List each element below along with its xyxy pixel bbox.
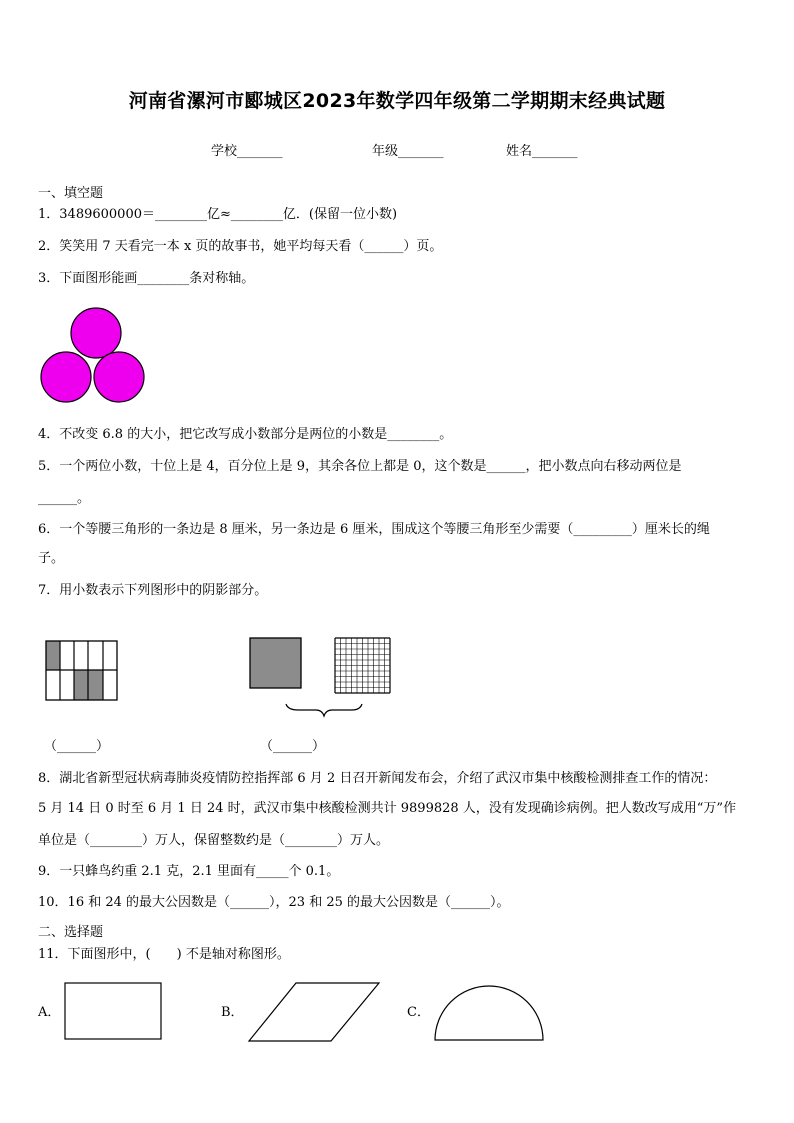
option-b-label: B．: [221, 1005, 244, 1020]
question-5-line1: 5．一个两位小数，十位上是 4，百分位上是 9，其余各位上都是 0，这个数是______，把小数点向右移动两位是: [38, 459, 682, 474]
question-11: 11．下面图形中，( ) 不是轴对称图形。: [38, 947, 290, 962]
question-6-line2: 子。: [38, 551, 65, 566]
parallelogram-shape: [248, 982, 382, 1044]
rectangle-shape: [64, 982, 164, 1042]
question-7: 7．用小数表示下列图形中的阴影部分。: [38, 583, 268, 598]
option-a-label: A．: [38, 1005, 61, 1020]
question-3: 3．下面图形能画________条对称轴。: [38, 271, 255, 286]
question-6-line1: 6．一个等腰三角形的一条边是 8 厘米，另一条边是 6 厘米，围成这个等腰三角形至少需要（_________）厘米长的绳: [38, 522, 710, 537]
question-7-blank-1: （______）: [44, 739, 110, 754]
grid-2x5-figure: [45, 639, 120, 703]
question-5-line2: ______。: [38, 491, 91, 506]
question-7-blank-2: （______）: [260, 739, 326, 754]
school-field: 学校_______: [211, 144, 283, 159]
page-title: 河南省漯河市郾城区2023年数学四年级第二学期期末经典试题: [128, 90, 666, 112]
hundred-grid: [335, 638, 390, 693]
square-and-hundred-grid-figure: [248, 636, 398, 726]
question-9: 9．一只蜂鸟约重 2.1 克，2.1 里面有_____个 0.1。: [38, 864, 340, 879]
section-heading-fill-in: 一、填空题: [38, 186, 104, 201]
right-circle: [94, 352, 144, 402]
name-field: 姓名_______: [506, 144, 578, 159]
question-2: 2．笑笑用 7 天看完一本 x 页的故事书，她平均每天看（______）页。: [38, 239, 443, 254]
question-8-line2: 5 月 14 日 0 时至 6 月 1 日 24 时，武汉市集中核酸检测共计 9899828 人，没有发现确诊病例。把人数改写成用“万”作: [38, 801, 737, 816]
brace: [286, 704, 362, 716]
left-circle: [41, 352, 91, 402]
option-c-label: C．: [407, 1005, 430, 1020]
three-circles-figure: [40, 307, 150, 407]
filled-square: [250, 638, 301, 688]
question-1: 1．3489600000＝________亿≈________亿．(保留一位小数): [38, 207, 398, 222]
question-4: 4．不改变 6.8 的大小，把它改写成小数部分是两位的小数是________。: [38, 427, 453, 442]
top-circle: [71, 308, 121, 358]
semicircle-shape: [434, 984, 546, 1044]
section-heading-choice: 二、选择题: [38, 925, 104, 940]
grade-field: 年级_______: [372, 144, 444, 159]
question-10: 10．16 和 24 的最大公因数是（______），23 和 25 的最大公因数是（______）。: [38, 895, 510, 910]
question-8-line3: 单位是（________）万人，保留整数约是（________）万人。: [38, 833, 390, 848]
question-8-line1: 8．湖北省新型冠状病毒肺炎疫情防控指挥部 6 月 2 日召开新闻发布会，介绍了武汉市集中核酸检测排查工作的情况：: [38, 771, 717, 786]
